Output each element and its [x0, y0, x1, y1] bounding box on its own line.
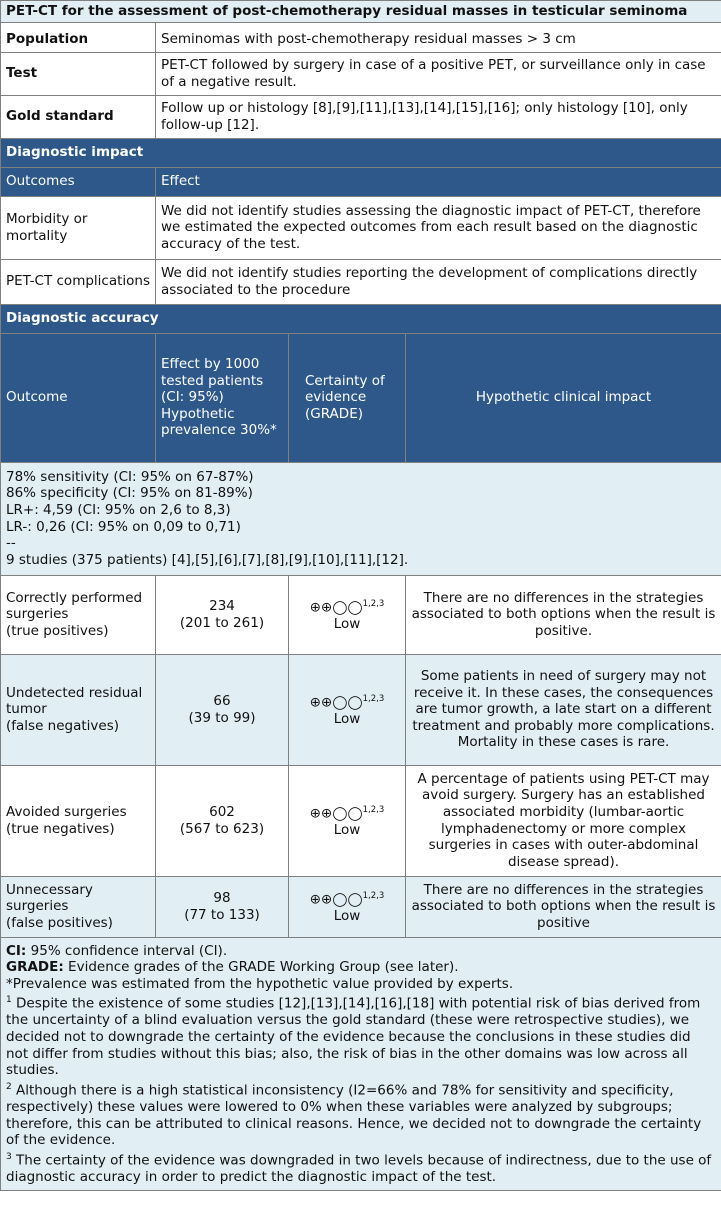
- accuracy-outcome: [1, 876, 156, 937]
- footnotes: [1, 937, 721, 1191]
- column-header-effect: Effect by 1000 tested patients (CI: 95%) Hypothetic prevalence 30%*: [156, 333, 289, 462]
- footnote-text: Although there is a high statistical inconsistency (I2=66% and 78% for sensitivity and specificity, respectively) these values were lowered to 0% when these variables were analyzed by subgroups; therefore, this can be attributed to clinical reasons. Hence, we decided not to downgrade the certainty of the evidence.: [6, 1082, 702, 1149]
- effect-ci: (77 to 133): [184, 906, 260, 923]
- pico-label: Gold standard: [1, 95, 156, 138]
- summary-line: --: [6, 535, 16, 552]
- accuracy-effect: [156, 575, 289, 654]
- accuracy-effect: [156, 876, 289, 937]
- footnote-prevalence: *Prevalence was estimated from the hypothetic value provided by experts.: [6, 975, 514, 992]
- certainty-refs: 1,2,3: [362, 599, 385, 610]
- accuracy-outcome: [1, 654, 156, 765]
- pico-text: Follow up or histology [8],[9],[11],[13],[14],[15],[16]; only histology [10], only follow-up [12].: [156, 95, 721, 138]
- accuracy-certainty: [289, 876, 406, 937]
- accuracy-column-headers: [1, 333, 721, 462]
- outcome-type: (true negatives): [6, 820, 115, 837]
- pico-text: PET-CT followed by surgery in case of a positive PET, or surveillance only in case of a negative result.: [156, 52, 721, 95]
- footnote-text: 95% confidence interval (CI).: [26, 942, 228, 959]
- certainty-label: Low: [333, 908, 361, 925]
- certainty-refs: 1,2,3: [362, 805, 385, 816]
- column-header-certainty: Certainty of evidence (GRADE): [289, 333, 406, 462]
- section-header-impact: [1, 138, 721, 167]
- effect-ci: (201 to 261): [179, 614, 265, 631]
- impact-outcome: PET-CT complications: [1, 259, 156, 304]
- section-header-accuracy: [1, 304, 721, 333]
- footnote-1: [6, 992, 716, 1078]
- certainty-refs: 1,2,3: [362, 694, 385, 705]
- accuracy-clinical-impact: There are no differences in the strategies associated to both options when the result is positive: [406, 876, 721, 937]
- column-header-outcomes: Outcomes: [1, 167, 156, 196]
- grade-symbols-icon: ⊕⊕◯◯: [309, 805, 363, 822]
- table-title-row: [1, 1, 721, 23]
- grade-symbols-icon: ⊕⊕◯◯: [309, 694, 363, 711]
- accuracy-certainty: [289, 575, 406, 654]
- column-header-clinical-impact: Hypothetic clinical impact: [406, 333, 721, 462]
- pico-text: Seminomas with post-chemotherapy residual masses > 3 cm: [156, 22, 721, 52]
- accuracy-outcome: [1, 575, 156, 654]
- accuracy-effect: [156, 654, 289, 765]
- footnotes-row: [1, 937, 721, 1191]
- pico-label: Test: [1, 52, 156, 95]
- outcome-name: Unnecessary surgeries: [6, 881, 93, 915]
- certainty-label: Low: [333, 822, 361, 839]
- section-title: Diagnostic accuracy: [1, 304, 721, 333]
- summary-line: LR+: 4,59 (CI: 95% on 2,6 to 8,3): [6, 502, 231, 518]
- summary-line: LR-: 0,26 (CI: 95% on 0,09 to 0,71): [6, 518, 241, 535]
- outcome-name: Correctly performed surgeries: [6, 589, 143, 623]
- grade-symbols-icon: ⊕⊕◯◯: [309, 599, 363, 616]
- outcome-name: Avoided surgeries: [6, 804, 127, 820]
- footnote-3: [6, 1149, 716, 1186]
- outcome-type: (false negatives): [6, 717, 120, 734]
- effect-value: 98: [213, 890, 231, 906]
- accuracy-summary-row: [1, 462, 721, 575]
- effect-ci: (39 to 99): [188, 709, 256, 726]
- effect-ci: (567 to 623): [179, 820, 265, 837]
- accuracy-clinical-impact: A percentage of patients using PET-CT may avoid surgery. Surgery has an established associated morbidity (lumbar-aortic lymphadenectomy or more complex surgeries in cases with outer-abdominal disease spread).: [406, 765, 721, 876]
- footnote-number: 1: [6, 995, 12, 1006]
- accuracy-outcome: [1, 765, 156, 876]
- summary-line: 78% sensitivity (CI: 95% on 67-87%): [6, 468, 254, 485]
- pico-label: Population: [1, 22, 156, 52]
- grade-symbols-icon: ⊕⊕◯◯: [309, 891, 363, 908]
- footnote-label: GRADE:: [6, 959, 64, 976]
- accuracy-summary: [1, 462, 721, 575]
- pico-row-test: [1, 52, 721, 95]
- accuracy-row: [1, 876, 721, 937]
- impact-effect: We did not identify studies reporting the development of complications directly associated to the procedure: [156, 259, 721, 304]
- impact-effect: We did not identify studies assessing the diagnostic impact of PET-CT, therefore we estimated the expected outcomes from each result based on the diagnostic accuracy of the test.: [156, 196, 721, 259]
- footnote-number: 3: [6, 1151, 12, 1162]
- table-title: PET-CT for the assessment of post-chemotherapy residual masses in testicular seminoma: [1, 1, 721, 23]
- certainty-label: Low: [333, 711, 361, 728]
- effect-value: 234: [209, 598, 235, 614]
- footnote-ci: [6, 943, 716, 960]
- outcome-type: (false positives): [6, 914, 113, 931]
- accuracy-row: [1, 654, 721, 765]
- effect-value: 602: [209, 804, 235, 820]
- accuracy-certainty: [289, 765, 406, 876]
- summary-line: 9 studies (375 patients) [4],[5],[6],[7],[8],[9],[10],[11],[12].: [6, 551, 409, 568]
- outcome-type: (true positives): [6, 622, 109, 639]
- footnote-text: Despite the existence of some studies [12],[13],[14],[16],[18] with potential risk of bias derived from the uncertainty of a blind evaluation versus the gold standard (these were retrospective studies), we decided not to downgrade the certainty of the evidence because the conclusions in these studies did not differ from studies without this bias; also, the risk of bias in the other domains was low across all studies.: [6, 995, 701, 1079]
- accuracy-effect: [156, 765, 289, 876]
- accuracy-row: [1, 765, 721, 876]
- accuracy-certainty: [289, 654, 406, 765]
- impact-row: [1, 196, 721, 259]
- footnote-2: [6, 1079, 716, 1149]
- impact-outcome: Morbidity or mortality: [1, 196, 156, 259]
- certainty-refs: 1,2,3: [362, 891, 385, 902]
- summary-line: 86% specificity (CI: 95% on 81-89%): [6, 485, 253, 502]
- column-header-outcome: Outcome: [1, 333, 156, 462]
- column-header-effect: Effect: [156, 167, 721, 196]
- accuracy-clinical-impact: Some patients in need of surgery may not receive it. In these cases, the consequences are tumor growth, a late start on a different treatment and probably more complications. Mortality in these cases is rare.: [406, 654, 721, 765]
- accuracy-clinical-impact: There are no differences in the strategies associated to both options when the result is positive.: [406, 575, 721, 654]
- effect-value: 66: [213, 693, 231, 709]
- footnote-text: The certainty of the evidence was downgraded in two levels because of indirectness, due to the use of diagnostic accuracy in order to predict the diagnostic impact of the test.: [6, 1152, 712, 1185]
- accuracy-row: [1, 575, 721, 654]
- footnote-text: Evidence grades of the GRADE Working Group (see later).: [63, 959, 459, 976]
- pico-row-population: [1, 22, 721, 52]
- certainty-label: Low: [333, 616, 361, 633]
- impact-column-headers: [1, 167, 721, 196]
- outcome-name: Undetected residual tumor: [6, 684, 143, 718]
- footnote-grade: [6, 959, 716, 976]
- footnote-number: 2: [6, 1081, 12, 1092]
- footnote-label: CI:: [6, 942, 27, 959]
- pico-row-gold-standard: [1, 95, 721, 138]
- impact-row: [1, 259, 721, 304]
- section-title: Diagnostic impact: [1, 138, 721, 167]
